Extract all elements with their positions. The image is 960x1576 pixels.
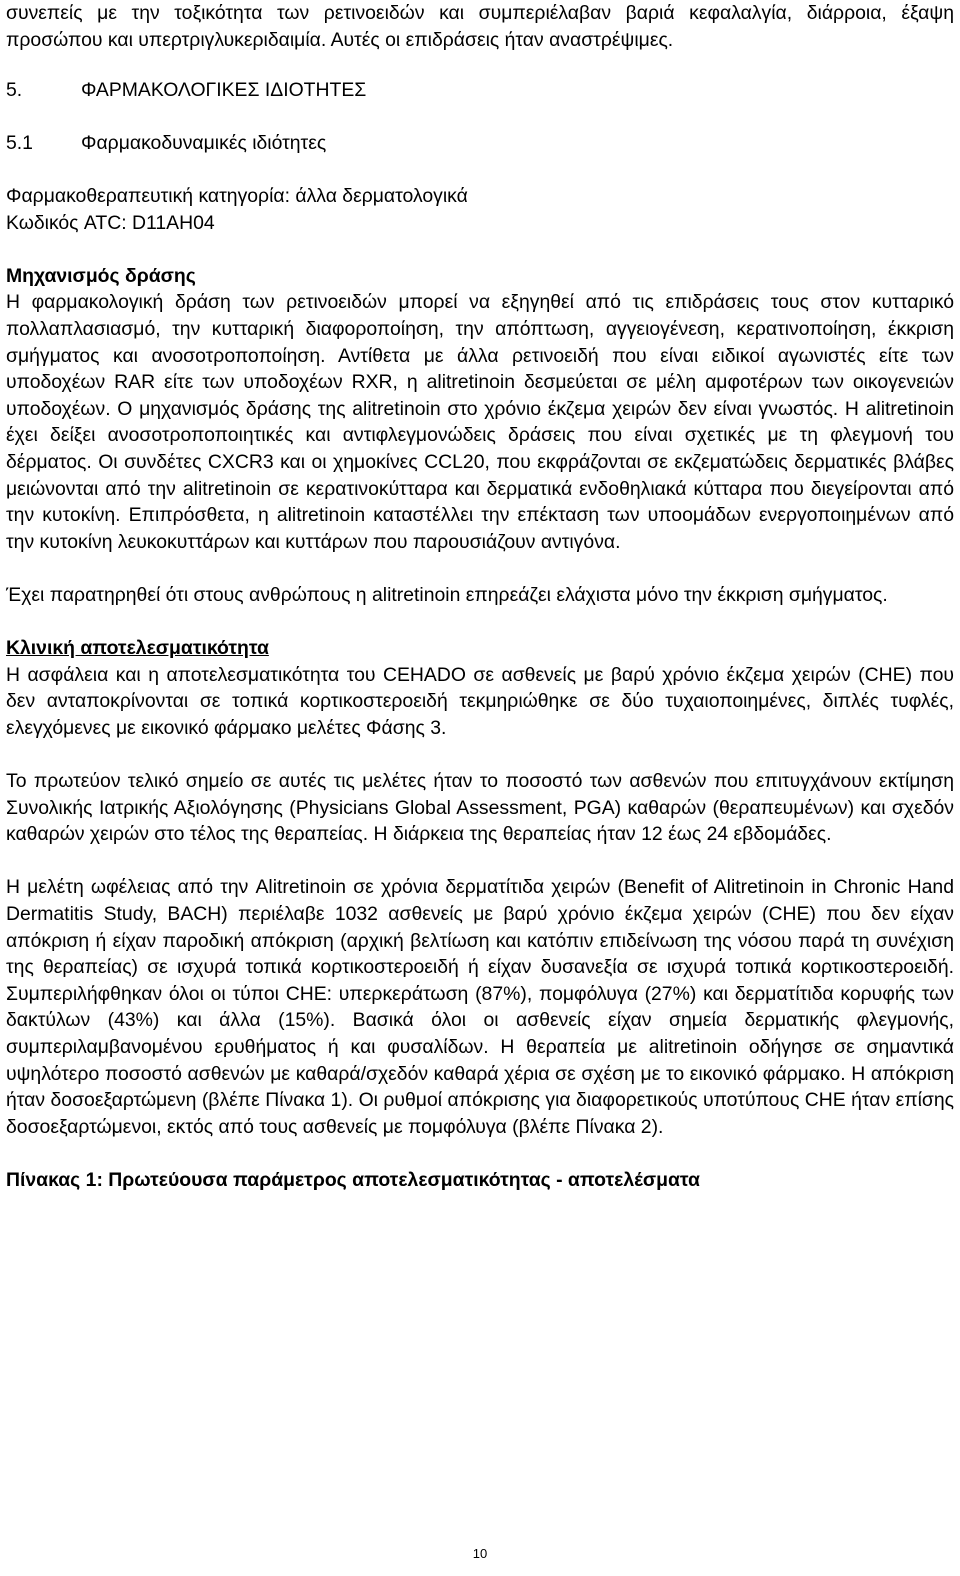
atc-code: Κωδικός ATC: D11AH04 (6, 211, 215, 234)
section-5-number: 5. (6, 79, 23, 102)
section-5-title: ΦΑΡΜΑΚΟΛΟΓΙΚΕΣ ΙΔΙΟΤΗΤΕΣ (81, 79, 367, 102)
section-5-heading (6, 77, 954, 104)
sebum-paragraph: Έχει παρατηρηθεί ότι στους ανθρώπους η alitretinoin επηρεάζει ελάχιστα μόνο την έκκριση σμήγματος. (6, 583, 888, 606)
table-1-caption: Πίνακας 1: Πρωτεύουσα παράμετρος αποτελεσματικότητας - αποτελέσματα (6, 1168, 700, 1191)
top-paragraph: συνεπείς με την τοξικότητα των ρετινοειδών και συμπεριέλαβαν βαριά κεφαλαλγία, διάρροια, έξαψη προσώπου και υπερτριγλυκεριδαιμία. Αυτές οι επιδράσεις ήταν αναστρέψιμες. (6, 2, 954, 51)
efficacy-paragraph-2: Το πρωτεύον τελικό σημείο σε αυτές τις μελέτες ήταν το ποσοστό των ασθενών που επιτυγχάνουν εκτίμηση Συνολικής Ιατρικής Αξιολόγησης (Physicians Global Assessment, PGA) καθαρών (θεραπευμένων) και σχεδόν καθαρών χειρών στο τέλος της θεραπείας. Η διάρκεια της θεραπείας ήταν 12 έως 24 εβδομάδες. (6, 770, 954, 846)
efficacy-heading: Κλινική αποτελεσματικότητα (6, 637, 269, 660)
efficacy-paragraph-1: Η ασφάλεια και η αποτελεσματικότητα του CEHADO σε ασθενείς με βαρύ χρόνιο έκζεμα χειρών (CHE) που δεν ανταποκρίνονται σε τοπικά κορτικοστεροειδή τεκμηριώθηκε σε δύο τυχαιοποιημένες, διπλές τυφλές, ελεγχόμενες με εικονικό φάρμακο μελέτες Φάσης 3. (6, 663, 954, 739)
pharmacotherapeutic-group: Φαρμακοθεραπευτική κατηγορία: άλλα δερματολογικά (6, 184, 468, 207)
page-number: 10 (472, 1546, 488, 1561)
section-5-1-heading (6, 130, 954, 157)
mechanism-heading: Μηχανισμός δράσης (6, 264, 196, 287)
section-5-1-number: 5.1 (6, 131, 33, 154)
section-5-1-title: Φαρμακοδυναμικές ιδιότητες (81, 131, 327, 154)
efficacy-paragraph-3: Η μελέτη ωφέλειας από την Alitretinoin σε χρόνια δερματίτιδα χειρών (Benefit of Alitretinoin in Chronic Hand Dermatitis Study, BACH) περιέλαβε 1032 ασθενείς με βαρύ χρόνιο έκζεμα χειρών (CHE) που δεν είχαν απόκριση ή είχαν παροδική απόκριση (αρχική βελτίωση και κατόπιν επιδείνωση της νόσου παρά τη συνέχιση της θεραπείας) σε ισχυρά τοπικά κορτικοστεροειδή ή είχαν δυσανεξία σε ισχυρά τοπικά κορτικοστεροειδή. Συμπεριλήφθηκαν όλοι οι τύποι CHE: υπερκεράτωση (87%), πομφόλυγα (27%) και δερματίτιδα κορυφής των δακτύλων (43%) και άλλα (15%). Βασικά όλοι οι ασθενείς είχαν σημεία δερματικής φλεγμονής, συμπεριλαμβανομένου ερυθήματος ή και φυσαλίδων. Η θεραπεία με alitretinoin οδήγησε σε σημαντικά υψηλότερο ποσοστό ασθενών με καθαρά/σχεδόν καθαρά χέρια σε σχέση με το εικονικό φάρμακο. Η απόκριση ήταν δοσοεξαρτώμενη (βλέπε Πίνακα 1). Οι ρυθμοί απόκρισης για διαφορετικούς υποτύπους CHE ήταν επίσης δοσοεξαρτώμενοι, εκτός από τους ασθενείς με πομφόλυγα (βλέπε Πίνακα 2). (6, 876, 954, 1138)
mechanism-paragraph: Η φαρμακολογική δράση των ρετινοειδών μπορεί να εξηγηθεί από τις επιδράσεις τους στον κυτταρικό πολλαπλασιασμό, την κυτταρική διαφοροποίηση, την απόπτωση, αγγειογένεση, κερατινοποίηση, έκκριση σμήγματος και ανοσοτροποποίηση. Αντίθετα με άλλα ρετινοειδή που είναι ειδικοί αγωνιστές είτε των υποδοχέων RAR είτε των υποδοχέων RXR, η alitretinoin δεσμεύεται σε μέλη αμφοτέρων των οικογενειών υποδοχέων. Ο μηχανισμός δράσης της alitretinoin στο χρόνιο έκζεμα χειρών δεν είναι γνωστός. Η alitretinoin έχει δείξει ανοσοτροποποιητικές και αντιφλεγμονώδεις δράσεις που είναι σχετικές με τη φλεγμονή του δέρματος. Οι συνδέτες CXCR3 και οι χημοκίνες CCL20, που εκφράζονται σε εκζεματώδεις δερματικές βλάβες μειώνονται από την alitretinoin σε κερατινοκύτταρα και δερματικά ενδοθηλιακά κύτταρα που διεγείρονται από την κυτοκίνη. Επιπρόσθετα, η alitretinoin καταστέλλει την επέκταση των υποομάδων ενεργοποιημένων από την κυτοκίνη λευκοκυττάρων και κυττάρων που παρουσιάζουν αντιγόνα. (6, 291, 954, 553)
